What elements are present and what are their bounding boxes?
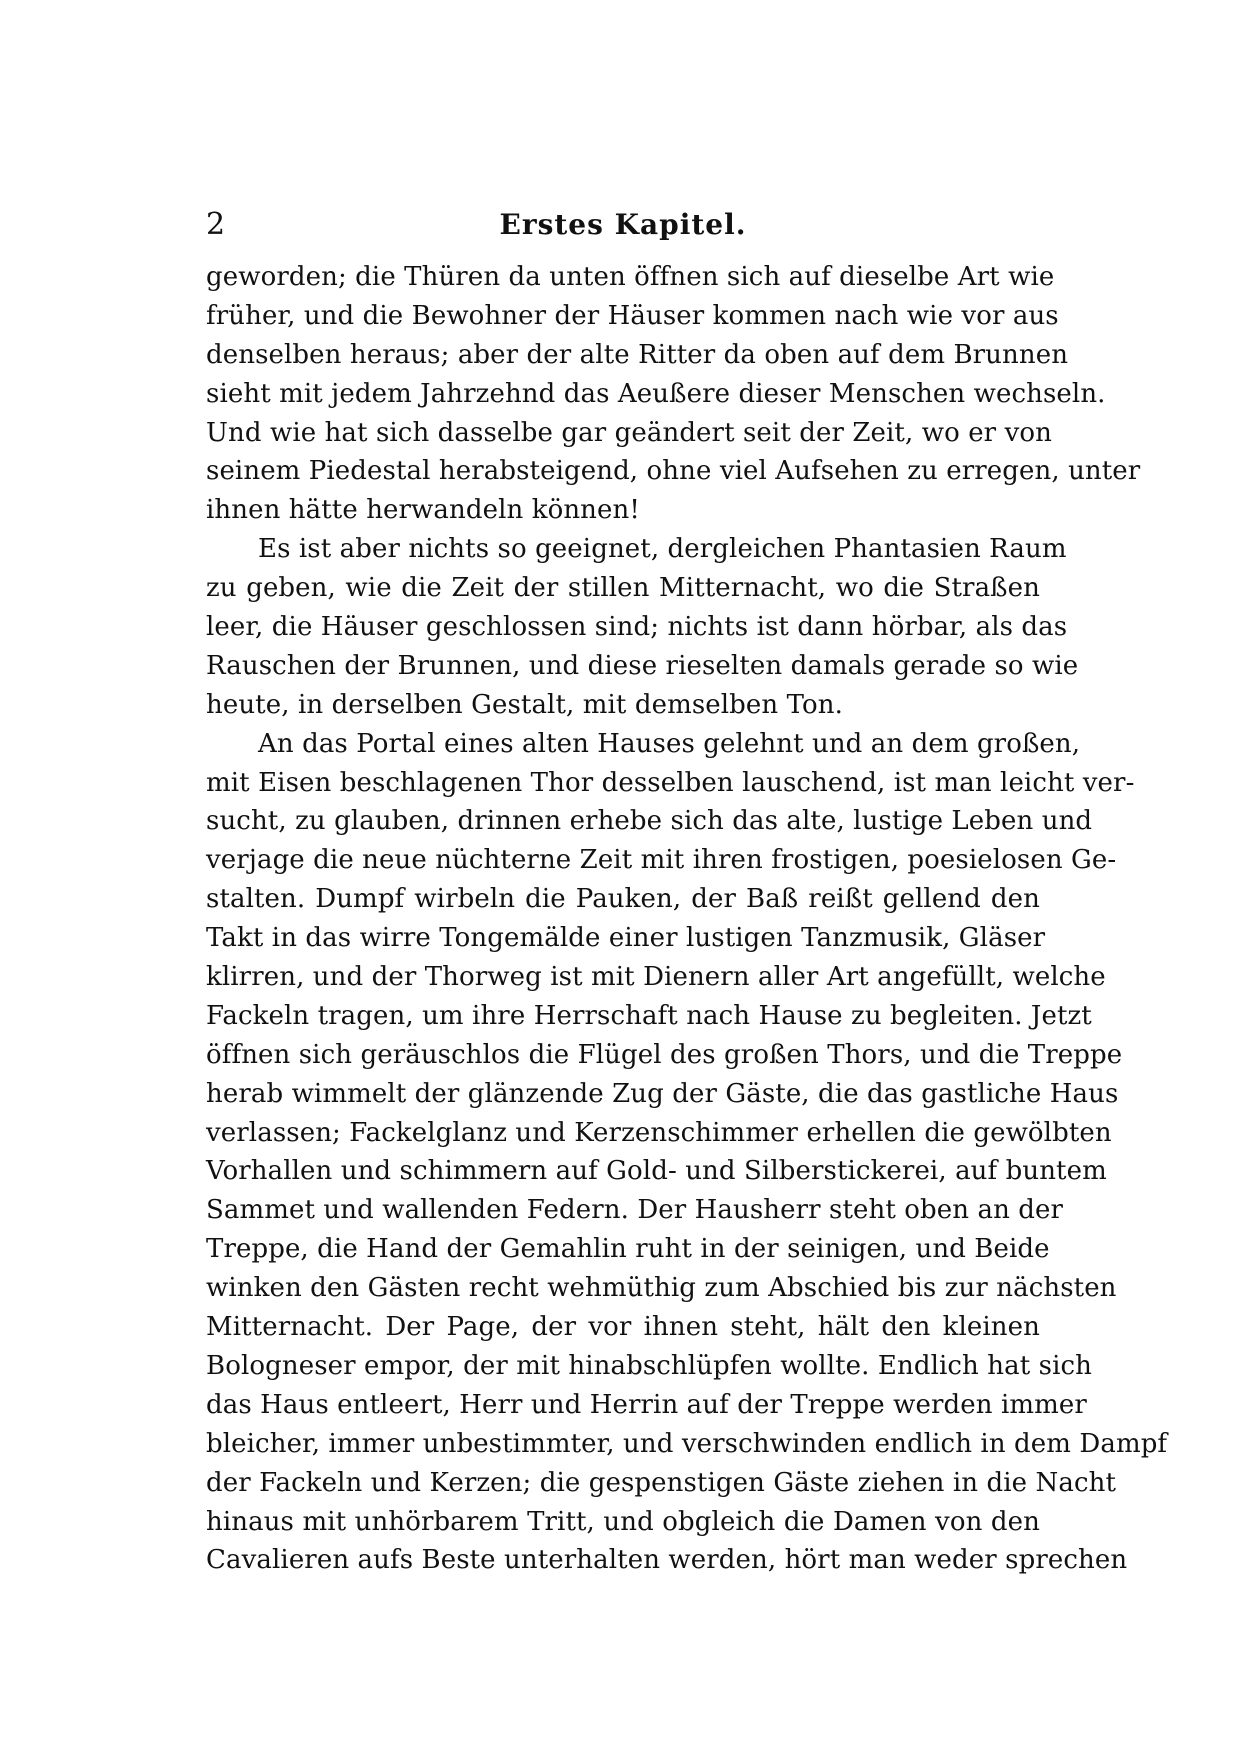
paragraph-first-line: An das Portal eines alten Hauses gelehnt und an dem großen, bbox=[258, 728, 1081, 759]
text-line: Rauschen der Brunnen, und diese rieselten damals gerade so wie bbox=[206, 650, 1079, 681]
text-line: Cavalieren aufs Beste unterhalten werden, hört man weder sprechen bbox=[206, 1545, 1128, 1576]
text-line: Sammet und wallenden Federn. Der Hausherr steht oben an der bbox=[206, 1195, 1064, 1226]
text-line: der Fackeln und Kerzen; die gespenstigen Gäste ziehen in die Nacht bbox=[206, 1467, 1117, 1498]
text-line: winken den Gästen recht wehmüthig zum Abschied bis zur nächsten bbox=[206, 1273, 1117, 1304]
text-line: verjage die neue nüchterne Zeit mit ihren frostigen, poesielosen Ge- bbox=[206, 845, 1117, 876]
chapter-title: Erstes Kapitel. bbox=[499, 208, 747, 241]
text-line: Bologneser empor, der mit hinabschlüpfen wollte. Endlich hat sich bbox=[206, 1350, 1092, 1381]
text-line: heute, in derselben Gestalt, mit demselben Ton. bbox=[206, 689, 843, 720]
text-line: denselben heraus; aber der alte Ritter da oben auf dem Brunnen bbox=[206, 339, 1069, 370]
text-line: Mitternacht. Der Page, der vor ihnen steht, hält den kleinen bbox=[206, 1312, 1040, 1343]
page-number: 2 bbox=[206, 207, 226, 242]
text-line: früher, und die Bewohner der Häuser kommen nach wie vor aus bbox=[206, 300, 1059, 331]
paragraph-first-line: Es ist aber nichts so geeignet, dergleichen Phantasien Raum bbox=[258, 534, 1067, 565]
text-line: seinem Piedestal herabsteigend, ohne viel Aufsehen zu erregen, unter bbox=[206, 456, 1141, 487]
text-line: sucht, zu glauben, drinnen erhebe sich das alte, lustige Leben und bbox=[206, 806, 1093, 837]
text-line: Fackeln tragen, um ihre Herrschaft nach Hause zu begleiten. Jetzt bbox=[206, 1000, 1092, 1031]
text-line: geworden; die Thüren da unten öffnen sich auf dieselbe Art wie bbox=[206, 262, 1055, 292]
text-line: Vorhallen und schimmern auf Gold- und Silberstickerei, auf buntem bbox=[206, 1156, 1107, 1187]
text-line: stalten. Dumpf wirbeln die Pauken, der Baß reißt gellend den bbox=[206, 884, 1040, 915]
text-line: mit Eisen beschlagenen Thor desselben lauschend, ist man leicht ver- bbox=[206, 767, 1135, 798]
text-line: klirren, und der Thorweg ist mit Dienern aller Art angefüllt, welche bbox=[206, 962, 1106, 993]
text-line: zu geben, wie die Zeit der stillen Mitternacht, wo die Straßen bbox=[206, 573, 1040, 604]
text-line: das Haus entleert, Herr und Herrin auf der Treppe werden immer bbox=[206, 1389, 1087, 1420]
body-text bbox=[206, 258, 1168, 1580]
text-line: Takt in das wirre Tongemälde einer lustigen Tanzmusik, Gläser bbox=[206, 923, 1046, 954]
text-line: sieht mit jedem Jahrzehnd das Aeußere dieser Menschen wechseln. bbox=[206, 378, 1106, 409]
running-head bbox=[206, 204, 1040, 246]
text-line: verlassen; Fackelglanz und Kerzenschimmer erhellen die gewölbten bbox=[206, 1117, 1112, 1148]
text-line: leer, die Häuser geschlossen sind; nichts ist dann hörbar, als das bbox=[206, 612, 1068, 643]
text-line: Treppe, die Hand der Gemahlin ruht in der seinigen, und Beide bbox=[206, 1234, 1050, 1265]
text-line: öffnen sich geräuschlos die Flügel des großen Thors, und die Treppe bbox=[206, 1039, 1123, 1070]
text-line: ihnen hätte herwandeln können! bbox=[206, 495, 640, 526]
text-line: hinaus mit unhörbarem Tritt, und obgleich die Damen von den bbox=[206, 1506, 1040, 1537]
text-line: Und wie hat sich dasselbe gar geändert seit der Zeit, wo er von bbox=[206, 417, 1052, 448]
text-line: herab wimmelt der glänzende Zug der Gäste, die das gastliche Haus bbox=[206, 1078, 1119, 1109]
text-line: bleicher, immer unbestimmter, und verschwinden endlich in dem Dampf bbox=[206, 1428, 1168, 1459]
